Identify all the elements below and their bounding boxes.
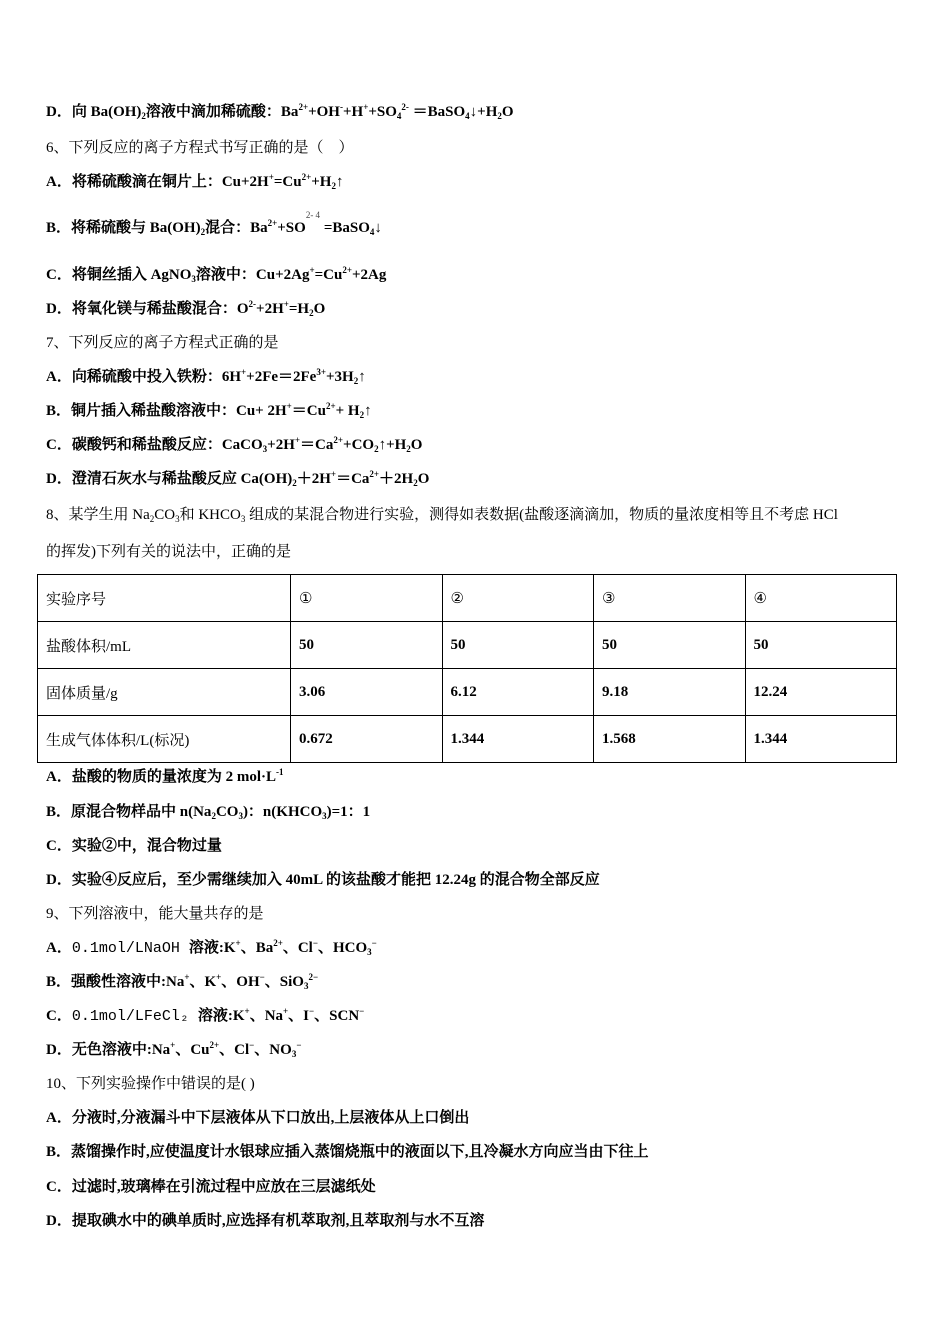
option-10a bbox=[46, 1108, 469, 1128]
text-segment: )=1：1 bbox=[326, 804, 371, 820]
option-8a bbox=[46, 767, 284, 787]
subscript: 3 bbox=[175, 514, 180, 524]
text-segment: +H bbox=[342, 104, 364, 120]
superscript: + bbox=[309, 265, 315, 275]
text-segment: C．过滤时,玻璃棒在引流过程中应放在三层滤纸处 bbox=[46, 1179, 376, 1195]
table-cell: 1.568 bbox=[594, 716, 746, 763]
text-segment: +2H bbox=[256, 301, 284, 317]
superscript: − bbox=[359, 1006, 365, 1016]
text-segment: 、HCO bbox=[318, 940, 368, 956]
superscript: 2+ bbox=[267, 218, 278, 228]
text-segment: +OH bbox=[308, 104, 340, 120]
option-9b bbox=[46, 972, 318, 992]
subscript: 2 bbox=[149, 514, 155, 524]
text-segment: 10、下列实验操作中错误的是( ) bbox=[46, 1076, 255, 1092]
text-segment: +SO bbox=[277, 220, 306, 236]
option-6d bbox=[46, 299, 325, 319]
text-segment: ↓+H bbox=[469, 104, 498, 120]
table-cell: 6.12 bbox=[442, 669, 594, 716]
text-segment: +2Fe＝2Fe bbox=[246, 369, 317, 385]
superscript: + bbox=[283, 1006, 289, 1016]
option-10b bbox=[46, 1142, 649, 1162]
table-cell: 1.344 bbox=[745, 716, 897, 763]
subscript: 3 bbox=[262, 444, 268, 454]
superscript: 2− bbox=[308, 972, 319, 982]
superscript: 2+ bbox=[333, 435, 344, 445]
superscript: + bbox=[235, 938, 241, 948]
text-segment: 0.1mol/LNaOH bbox=[71, 940, 189, 957]
text-segment: D．澄清石灰水与稀盐酸反应 Ca(OH) bbox=[46, 471, 293, 487]
superscript: 2+ bbox=[298, 102, 309, 112]
subscript: 2 bbox=[292, 478, 297, 488]
table-cell: ① bbox=[291, 575, 443, 622]
text-segment: ↑ bbox=[358, 369, 366, 385]
option-7b bbox=[46, 401, 372, 421]
text-segment: 溶液中：Cu+2Ag bbox=[195, 267, 310, 283]
text-segment: C． bbox=[46, 1008, 72, 1024]
text-segment: O bbox=[313, 301, 326, 317]
text-segment: D．将氧化镁与稀盐酸混合：O bbox=[46, 301, 249, 317]
text-segment: ↓ bbox=[374, 220, 382, 236]
text-segment: CO bbox=[215, 804, 239, 820]
superscript: -1 bbox=[276, 767, 284, 777]
table-cell: 1.344 bbox=[442, 716, 594, 763]
row-header-cell: 盐酸体积/mL bbox=[38, 622, 291, 669]
text-segment: C．实验②中，混合物过量 bbox=[46, 838, 222, 854]
text-segment: O bbox=[410, 437, 423, 453]
text-segment: 、Na bbox=[249, 1008, 284, 1024]
text-segment: D．向 Ba(OH) bbox=[46, 104, 142, 120]
superscript: − bbox=[309, 1006, 315, 1016]
option-7d bbox=[46, 469, 429, 489]
text-segment: O bbox=[417, 471, 430, 487]
text-segment: C．将铜丝插入 AgNO bbox=[46, 267, 192, 283]
table-row bbox=[38, 716, 897, 763]
subscript: 3 bbox=[303, 981, 309, 991]
superscript: 2+ bbox=[325, 401, 336, 411]
superscript: 2+ bbox=[301, 172, 312, 182]
question-6 bbox=[46, 138, 354, 158]
text-segment: 溶液中滴加稀硫酸：Ba bbox=[145, 104, 299, 120]
question-8 bbox=[46, 505, 838, 525]
text-segment: 7、下列反应的离子方程式正确的是 bbox=[46, 335, 279, 351]
table-cell: ③ bbox=[594, 575, 746, 622]
text-segment: A．将稀硫酸滴在铜片上：Cu+2H bbox=[46, 174, 269, 190]
text-segment: B．蒸馏操作时,应使温度计水银球应插入蒸馏烧瓶中的液面以下,且冷凝水方向应当由下往上 bbox=[46, 1144, 649, 1160]
text-segment: +H bbox=[311, 174, 332, 190]
text-segment: ＝Ca bbox=[300, 437, 334, 453]
text-segment: +2H bbox=[267, 437, 295, 453]
row-header-cell: 固体质量/g bbox=[38, 669, 291, 716]
text-segment: 、OH bbox=[221, 974, 260, 990]
text-segment: ↑ bbox=[364, 403, 372, 419]
table-cell: 9.18 bbox=[594, 669, 746, 716]
subscript: 2 bbox=[309, 308, 314, 318]
row-header-cell: 实验序号 bbox=[38, 575, 291, 622]
text-segment: 0.1mol/LFeCl₂ bbox=[71, 1008, 198, 1025]
superscript: + bbox=[268, 172, 274, 182]
table-row bbox=[38, 669, 897, 716]
text-segment: 8、某学生用 Na bbox=[46, 507, 150, 523]
subscript: 2 bbox=[200, 227, 206, 237]
table-cell: ② bbox=[442, 575, 594, 622]
text-segment: 组成的某混合物进行实验，测得如表数据(盐酸逐滴滴加，物质的量浓度相等且不考虑 HCl bbox=[245, 507, 838, 523]
text-segment: =BaSO bbox=[320, 220, 370, 236]
subscript: 2 bbox=[497, 111, 502, 121]
option-10c bbox=[46, 1177, 376, 1197]
option-8d bbox=[46, 870, 600, 890]
subscript: 2 bbox=[359, 410, 365, 420]
text-segment: 混合：Ba bbox=[205, 220, 268, 236]
text-segment: 溶液:K bbox=[197, 1008, 245, 1024]
subscript: 4 bbox=[396, 111, 402, 121]
text-segment: 、Ba bbox=[240, 940, 274, 956]
superscript: 3+ bbox=[316, 367, 326, 377]
option-8c bbox=[46, 836, 222, 856]
text-segment: A．盐酸的物质的量浓度为 2 mol·L bbox=[46, 769, 277, 785]
subscript: 2 bbox=[353, 376, 359, 386]
superscript: − bbox=[259, 972, 265, 982]
text-segment: 和 KHCO bbox=[179, 507, 241, 523]
superscript: − bbox=[249, 1040, 255, 1050]
superscript: − bbox=[312, 938, 318, 948]
table-cell: 50 bbox=[442, 622, 594, 669]
table-cell: 0.672 bbox=[291, 716, 443, 763]
row-header-cell: 生成气体体积/L(标况) bbox=[38, 716, 291, 763]
text-segment: + H bbox=[335, 403, 360, 419]
option-7a bbox=[46, 367, 366, 387]
subscript: 2 bbox=[413, 478, 418, 488]
option-9c bbox=[46, 1006, 364, 1027]
text-segment: ＝Cu bbox=[291, 403, 326, 419]
table-cell: 50 bbox=[291, 622, 443, 669]
text-segment: 、Cu bbox=[175, 1042, 210, 1058]
superscript: 2- bbox=[401, 102, 409, 112]
table-cell: ④ bbox=[745, 575, 897, 622]
text-segment: ＋2H bbox=[296, 471, 331, 487]
superscript: + bbox=[294, 435, 301, 445]
text-segment: 溶液:K bbox=[188, 940, 236, 956]
text-segment: ↑+H bbox=[378, 437, 407, 453]
superscript: + bbox=[330, 469, 337, 479]
text-segment: A．分液时,分液漏斗中下层液体从下口放出,上层液体从上口倒出 bbox=[46, 1110, 470, 1126]
text-segment: D．无色溶液中:Na bbox=[46, 1042, 171, 1058]
superscript: 2- bbox=[248, 299, 257, 309]
text-segment: ＝BaSO bbox=[408, 104, 466, 120]
text-segment: D．实验④反应后，至少需继续加入 40mL 的该盐酸才能把 12.24g 的混合物全部反应 bbox=[46, 872, 600, 888]
text-segment: B．原混合物样品中 n(Na bbox=[46, 804, 212, 820]
superscript: − bbox=[371, 938, 377, 948]
text-segment: =Cu bbox=[273, 174, 302, 190]
option-9a bbox=[46, 938, 377, 959]
text-segment: O bbox=[501, 104, 514, 120]
question-9 bbox=[46, 904, 264, 924]
superscript: − bbox=[296, 1040, 302, 1050]
text-segment: C．碳酸钙和稀盐酸反应：CaCO bbox=[46, 437, 263, 453]
subscript: 4 bbox=[465, 111, 470, 121]
text-segment: +2Ag bbox=[352, 267, 387, 283]
option-6a bbox=[46, 172, 343, 192]
subscript: 2 bbox=[211, 811, 216, 821]
text-segment: 2- 4 bbox=[305, 210, 321, 220]
subscript: 4 bbox=[369, 227, 375, 237]
option-8b bbox=[46, 802, 370, 822]
text-segment: B．将稀硫酸与 Ba(OH) bbox=[46, 220, 201, 236]
question-7 bbox=[46, 333, 279, 353]
text-segment: +3H bbox=[326, 369, 354, 385]
table-cell: 3.06 bbox=[291, 669, 443, 716]
table-row bbox=[38, 622, 897, 669]
superscript: + bbox=[184, 972, 190, 982]
text-segment: D．提取碘水中的碘单质时,应选择有机萃取剂,且萃取剂与水不互溶 bbox=[46, 1213, 485, 1229]
option-9d bbox=[46, 1040, 301, 1060]
text-segment: A．向稀硫酸中投入铁粉：6H bbox=[46, 369, 242, 385]
text-segment: 、Cl bbox=[282, 940, 313, 956]
superscript: + bbox=[170, 1040, 176, 1050]
option-10d bbox=[46, 1211, 484, 1231]
superscript: + bbox=[244, 1006, 250, 1016]
table-cell: 50 bbox=[594, 622, 746, 669]
question-10 bbox=[46, 1074, 255, 1094]
option-7c bbox=[46, 435, 422, 455]
subscript: 3 bbox=[240, 514, 246, 524]
subscript: 3 bbox=[191, 274, 196, 284]
superscript: + bbox=[363, 102, 369, 112]
subscript: 2 bbox=[374, 444, 379, 454]
text-segment: A． bbox=[46, 940, 72, 956]
text-segment: B．强酸性溶液中:Na bbox=[46, 974, 185, 990]
text-segment: 6、下列反应的离子方程式书写正确的是（ ） bbox=[46, 140, 354, 156]
text-segment: 、Cl bbox=[219, 1042, 250, 1058]
text-segment: 的挥发)下列有关的说法中，正确的是 bbox=[46, 544, 291, 560]
text-segment: 、I bbox=[288, 1008, 310, 1024]
table-row bbox=[38, 575, 897, 622]
text-segment: +SO bbox=[368, 104, 397, 120]
option-6c bbox=[46, 265, 386, 285]
superscript: 2+ bbox=[369, 469, 380, 479]
subscript: 2 bbox=[141, 111, 146, 121]
text-segment: B．铜片插入稀盐酸溶液中：Cu+ 2H bbox=[46, 403, 287, 419]
text-segment: 9、下列溶液中，能大量共存的是 bbox=[46, 906, 264, 922]
text-segment: ＋2H bbox=[379, 471, 414, 487]
text-segment: ↑ bbox=[335, 174, 344, 190]
subscript: 2 bbox=[331, 181, 336, 191]
experiment-table bbox=[37, 574, 897, 763]
text-segment: CO bbox=[154, 507, 176, 523]
text-segment: +CO bbox=[343, 437, 375, 453]
superscript: + bbox=[286, 401, 292, 411]
table-cell: 50 bbox=[745, 622, 897, 669]
question-8-cont bbox=[46, 542, 291, 562]
text-segment: )：n(KHCO bbox=[242, 804, 323, 820]
superscript: + bbox=[283, 299, 289, 309]
text-segment: =H bbox=[288, 301, 310, 317]
superscript: 2+ bbox=[273, 938, 283, 948]
subscript: 3 bbox=[322, 811, 327, 821]
subscript: 2 bbox=[406, 444, 411, 454]
superscript: + bbox=[216, 972, 222, 982]
table-cell: 12.24 bbox=[745, 669, 897, 716]
superscript: + bbox=[241, 367, 247, 377]
option-6b bbox=[46, 210, 382, 239]
text-segment: 、SiO bbox=[264, 974, 304, 990]
text-segment: 、K bbox=[189, 974, 217, 990]
text-segment: ＝Ca bbox=[336, 471, 370, 487]
superscript: 2+ bbox=[209, 1040, 220, 1050]
subscript: 3 bbox=[367, 947, 372, 957]
text-segment: =Cu bbox=[314, 267, 343, 283]
option-5d bbox=[46, 102, 514, 122]
subscript: 3 bbox=[238, 811, 243, 821]
superscript: - bbox=[339, 102, 343, 112]
superscript: 2+ bbox=[342, 265, 352, 275]
text-segment: 、NO bbox=[254, 1042, 292, 1058]
subscript: 3 bbox=[291, 1049, 297, 1059]
text-segment: 、SCN bbox=[314, 1008, 360, 1024]
